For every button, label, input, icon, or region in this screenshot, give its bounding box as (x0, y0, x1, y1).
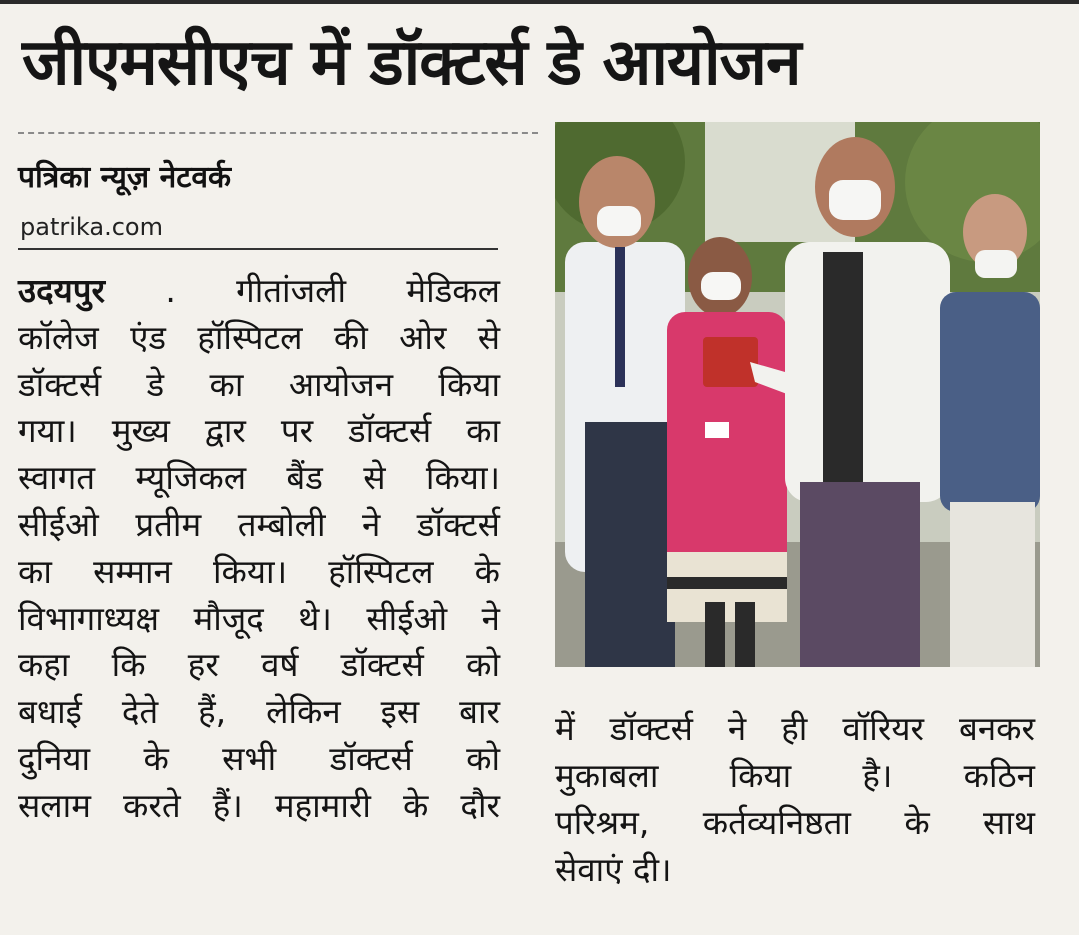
article-line: स्वागत म्यूजिकल बैंड से किया। (18, 458, 500, 498)
article-line: डॉक्टर्स डे का आयोजन किया (18, 364, 500, 404)
article-line: सलाम करते हैं। महामारी के दौर (18, 785, 500, 825)
article-line: कॉलेज एंड हॉस्पिटल की ओर से (18, 317, 500, 357)
article-line: मुकाबला किया है। कठिन (555, 756, 1035, 795)
dateline: उदयपुर (18, 271, 105, 310)
article-line: बधाई देते हैं, लेकिन इस बार (18, 692, 500, 732)
top-rule (0, 0, 1079, 4)
article-line: में डॉक्टर्स ने ही वॉरियर बनकर (555, 709, 1035, 748)
article-line (18, 268, 500, 315)
article-line: दुनिया के सभी डॉक्टर्स को (18, 738, 500, 778)
photo-illustration (555, 122, 1040, 667)
article-column-left (18, 268, 500, 830)
article-line: का सम्मान किया। हॉस्पिटल के (18, 551, 500, 591)
byline-rule (18, 248, 498, 250)
article-column-right (555, 705, 1035, 893)
article-line: सेवाएं दी। (555, 850, 672, 889)
article-line: सीईओ प्रतीम तम्बोली ने डॉक्टर्स (18, 504, 500, 544)
dashed-rule (18, 132, 538, 134)
article-line: कहा कि हर वर्ष डॉक्टर्स को (18, 645, 500, 685)
article-line: विभागाध्यक्ष मौजूद थे। सीईओ ने (18, 598, 500, 638)
article-line-text: . गीतांजली मेडिकल (105, 271, 500, 310)
site-url: patrika.com (20, 213, 163, 241)
gift-box (703, 337, 758, 387)
article-line: गया। मुख्य द्वार पर डॉक्टर्स का (18, 411, 500, 451)
byline: पत्रिका न्यूज़ नेटवर्क (18, 160, 232, 195)
article-line: परिश्रम, कर्तव्यनिष्ठता के साथ (555, 803, 1035, 842)
headline: जीएमसीएच में डॉक्टर्स डे आयोजन (22, 26, 801, 100)
news-photo (555, 122, 1040, 667)
